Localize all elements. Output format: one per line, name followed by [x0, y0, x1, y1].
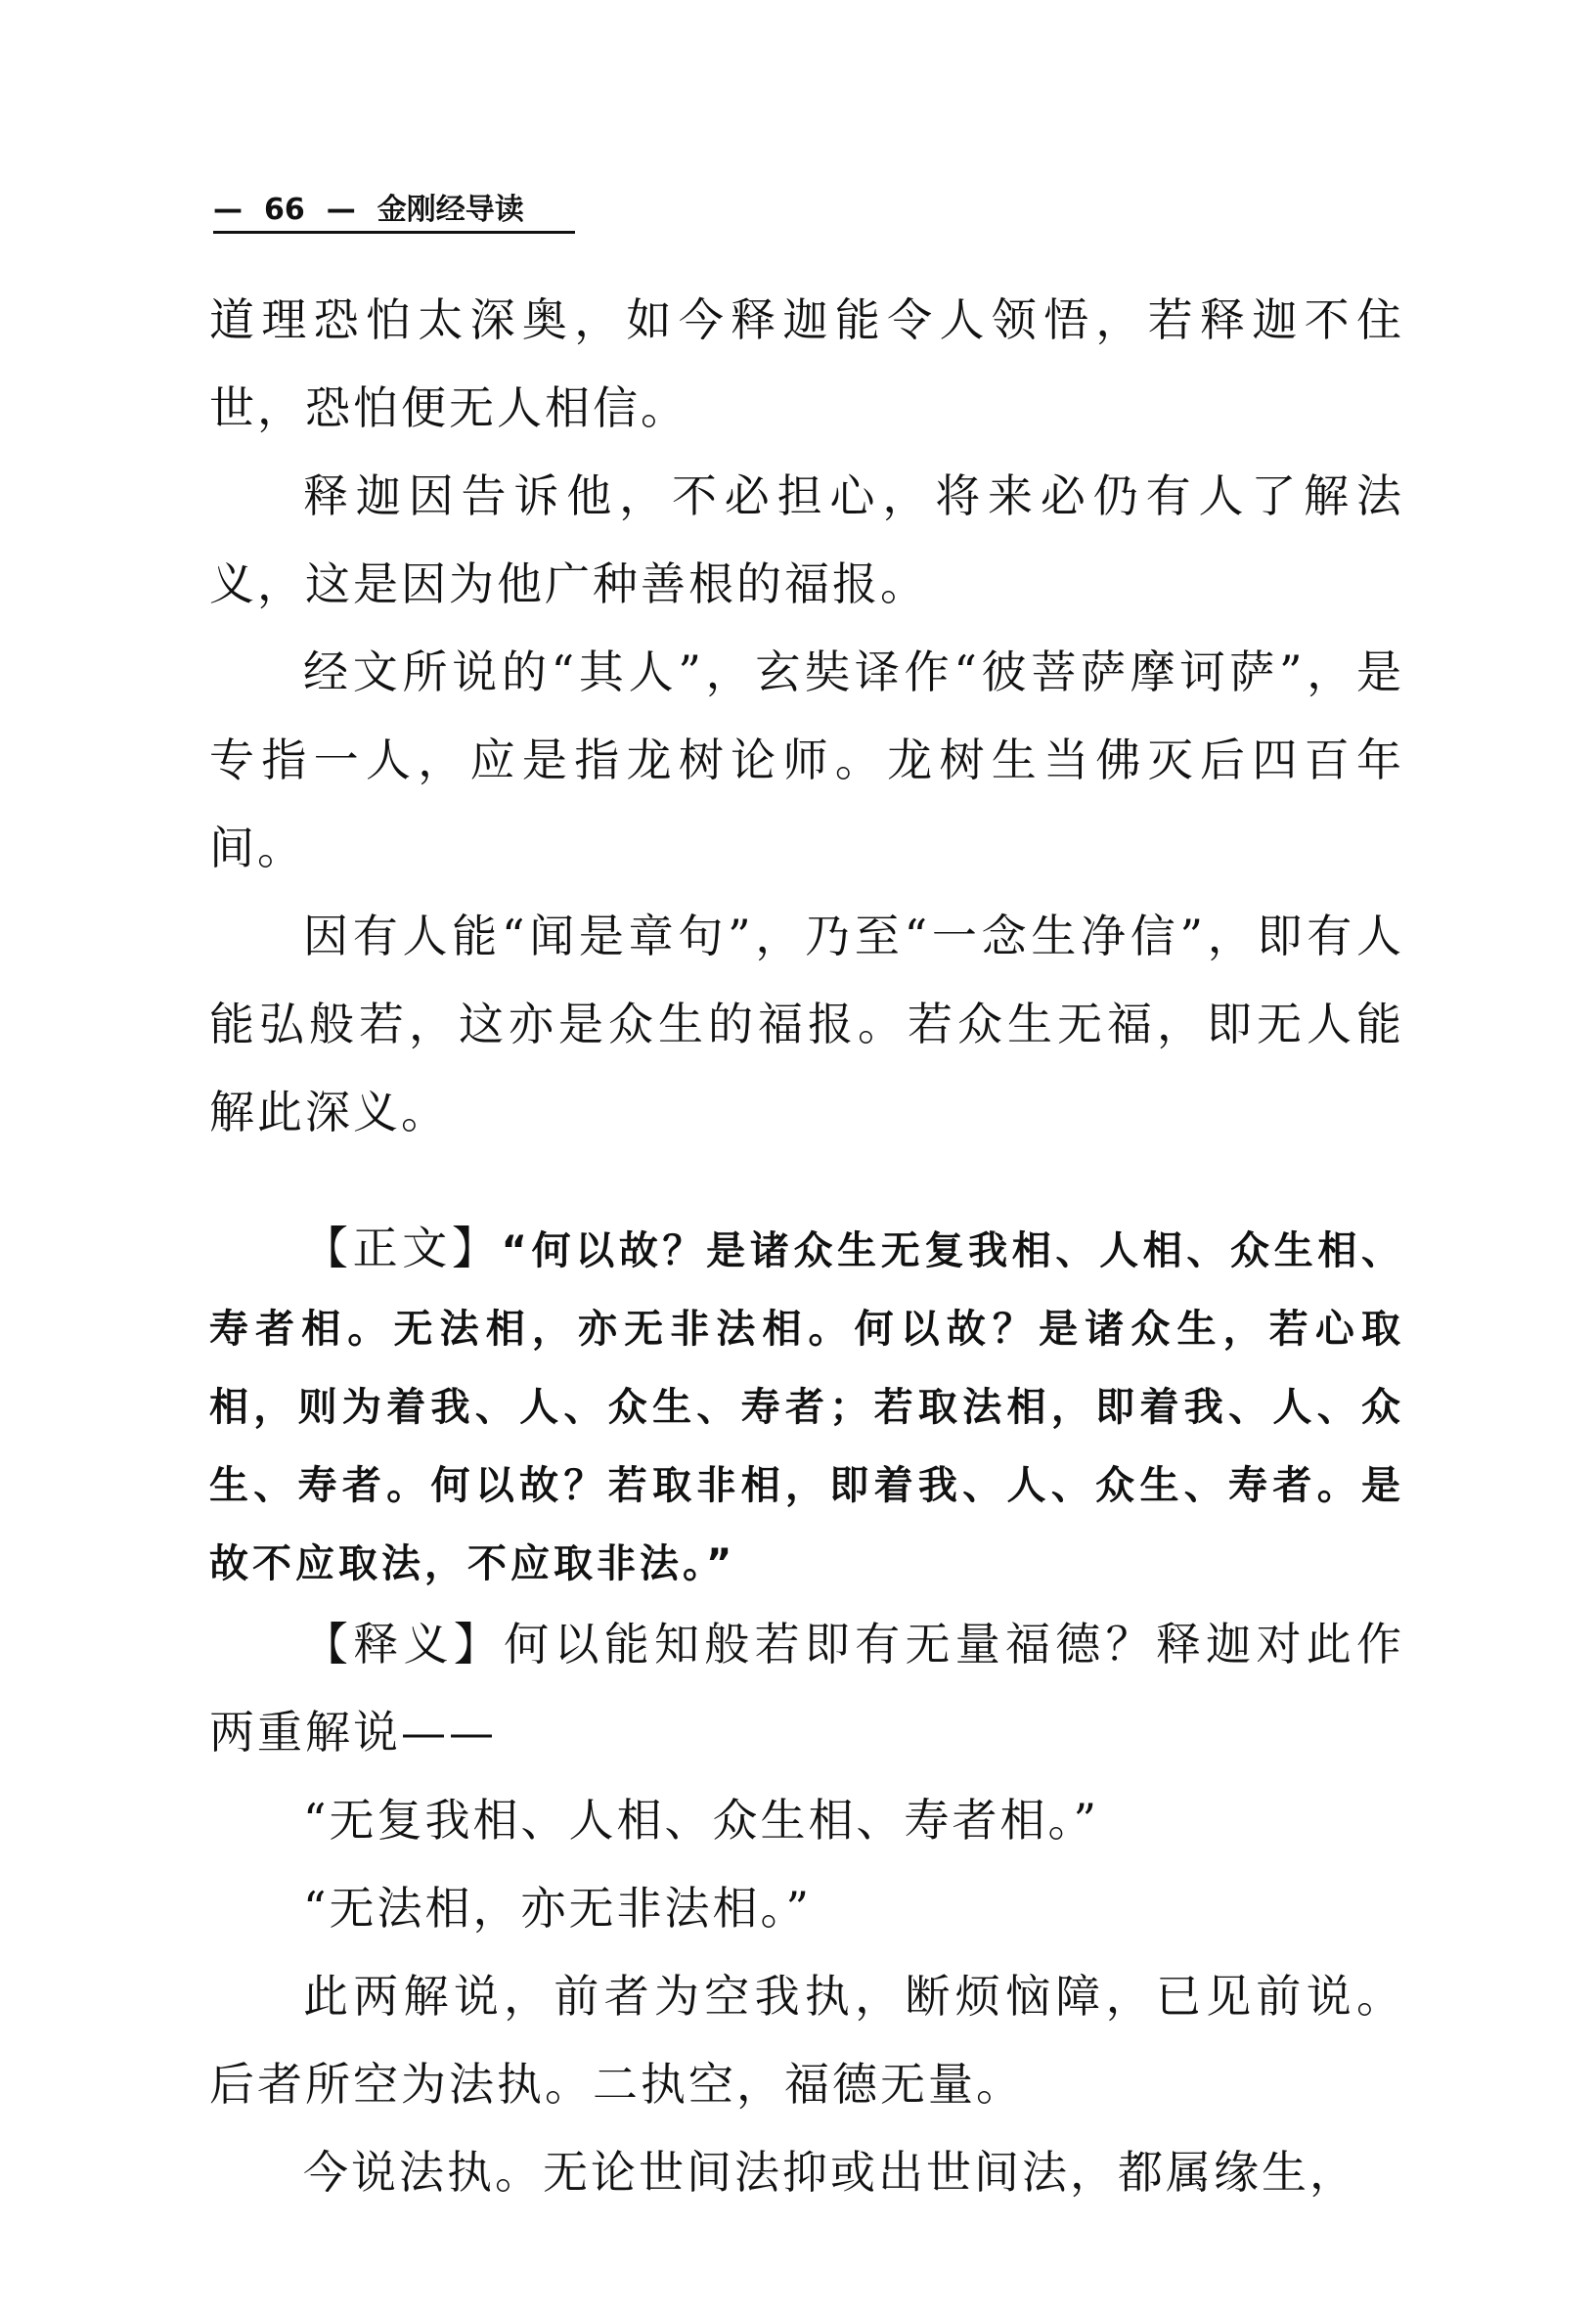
- header-dash-right: —: [326, 193, 356, 227]
- paragraph: 此两解说，前者为空我执，断烦恼障，已见前说。后者所空为法执。二执空，福德无量。: [209, 1970, 1404, 2111]
- paragraph: 今说法执。无论世间法抑或出世间法，都属缘生，: [303, 2146, 1357, 2199]
- body-text-top: [209, 276, 1404, 1156]
- body-text-bottom: [209, 1600, 1404, 2216]
- zhengwen-text: “何以故？是诸众生无复我相、人相、众生相、寿者相。无法相，亦无非法相。何以故？是诸众生，若心取相，则为着我、人、众生、寿者；若取法相，即着我、人、众生、寿者。何以故？若取非相，即着我、人、众生、寿者。是故不应取法，不应取非法。”: [209, 1228, 1404, 1586]
- zhengwen-paragraph: [209, 1209, 1404, 1603]
- shiyi-paragraph: [209, 1600, 1404, 1776]
- shiyi-text: 何以能知般若即有无量福德？释迦对此作两重解说——: [209, 1618, 1405, 1759]
- zhengwen-section: [209, 1209, 1404, 1603]
- paragraph: 释迦因告诉他，不必担心，将来必仍有人了解法义，这是因为他广种善根的福报。: [209, 469, 1404, 610]
- quote-line: “无复我相、人相、众生相、寿者相。”: [303, 1794, 1100, 1847]
- paragraph-continued: 道理恐怕太深奥，如今释迦能令人领悟，若释迦不住世，恐怕便无人相信。: [209, 293, 1404, 434]
- paragraph: 经文所说的“其人”，玄奘译作“彼菩萨摩诃萨”，是专指一人，应是指龙树论师。龙树生当佛灭后四百年间。: [209, 646, 1404, 874]
- book-title: 金刚经导读: [377, 193, 524, 227]
- paragraph: 因有人能“闻是章句”，乃至“一念生净信”，即有人能弘般若，这亦是众生的福报。若众生无福，即无人能解此深义。: [209, 910, 1404, 1138]
- shiyi-label: 【释义】: [303, 1618, 505, 1670]
- running-header: [213, 188, 585, 233]
- header-dash-left: —: [213, 193, 243, 227]
- quote-line: “无法相，亦无非法相。”: [303, 1882, 813, 1935]
- page-number: 66: [264, 193, 305, 227]
- zhengwen-label: 【正文】: [303, 1222, 502, 1274]
- header-rule: [213, 231, 575, 234]
